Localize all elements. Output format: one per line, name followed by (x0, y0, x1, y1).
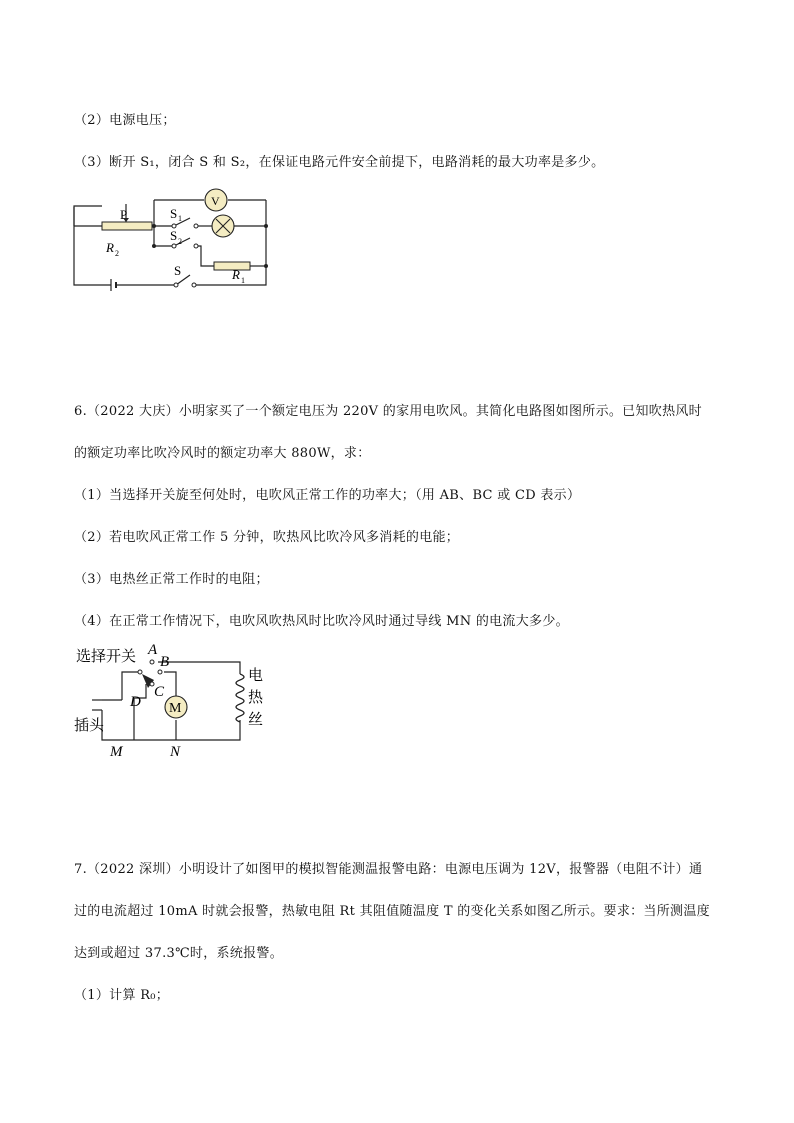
circuit-diagram-2 (72, 640, 282, 762)
voltmeter-label: V (211, 194, 220, 208)
label-M: M (110, 744, 123, 760)
label-R1: R (232, 267, 240, 282)
q7-part1: （1）计算 R₀； (74, 988, 170, 1003)
label-heater-2: 热 (248, 689, 264, 706)
label-B: B (160, 654, 170, 670)
q6-part2: （2）若电吹风正常工作 5 分钟，吹热风比吹冷风多消耗的电能； (74, 530, 460, 545)
q5-part3: （3）断开 S₁，闭合 S 和 S₂，在保证电路元件安全前提下，电路消耗的最大功率是多少。 (74, 155, 605, 170)
label-R2-sub: 2 (115, 249, 119, 258)
label-S2: S (170, 228, 178, 243)
circuit-diagram-1 (66, 182, 276, 294)
label-A: A (148, 642, 158, 658)
q7-intro-line3: 达到或超过 37.3℃时，系统报警。 (74, 946, 284, 961)
label-switch: 选择开关 (76, 648, 137, 665)
label-S1-sub: 1 (178, 214, 182, 223)
label-R2: R (106, 240, 114, 255)
label-N: N (170, 744, 181, 760)
label-R1-sub: 1 (241, 276, 245, 285)
label-P: P (120, 207, 128, 222)
q7-intro-line2: 过的电流超过 10mA 时就会报警，热敏电阻 Rt 其阻值随温度 T 的变化关系如图乙所示。要求：当所测温度 (74, 904, 710, 919)
label-heater-1: 电 (248, 667, 264, 684)
q6-intro-line1: 6.（2022 大庆）小明家买了一个额定电压为 220V 的家用电吹风。其简化电路图如图所示。已知吹热风时 (74, 404, 702, 419)
q6-part4: （4）在正常工作情况下，电吹风吹热风时比吹冷风时通过导线 MN 的电流大多少。 (74, 614, 569, 629)
label-S2-sub: 2 (178, 237, 182, 246)
label-S: S (174, 263, 182, 278)
label-heater-3: 丝 (248, 711, 264, 728)
label-C: C (154, 684, 165, 700)
q6-part3: （3）电热丝正常工作时的电阻； (74, 572, 269, 587)
label-D: D (130, 694, 141, 710)
q5-part2: （2）电源电压； (74, 113, 176, 128)
q6-part1: （1）当选择开关旋至何处时，电吹风正常工作的功率大；（用 AB、BC 或 CD 表示） (74, 488, 581, 503)
q6-intro-line2: 的额定功率比吹冷风时的额定功率大 880W，求： (74, 446, 371, 461)
label-S1: S (170, 206, 178, 221)
motor-label: M (169, 701, 182, 716)
q7-intro-line1: 7.（2022 深圳）小明设计了如图甲的模拟智能测温报警电路：电源电压调为 12V，报警器（电阻不计）通 (74, 862, 703, 877)
label-plug: 插头 (74, 717, 105, 734)
